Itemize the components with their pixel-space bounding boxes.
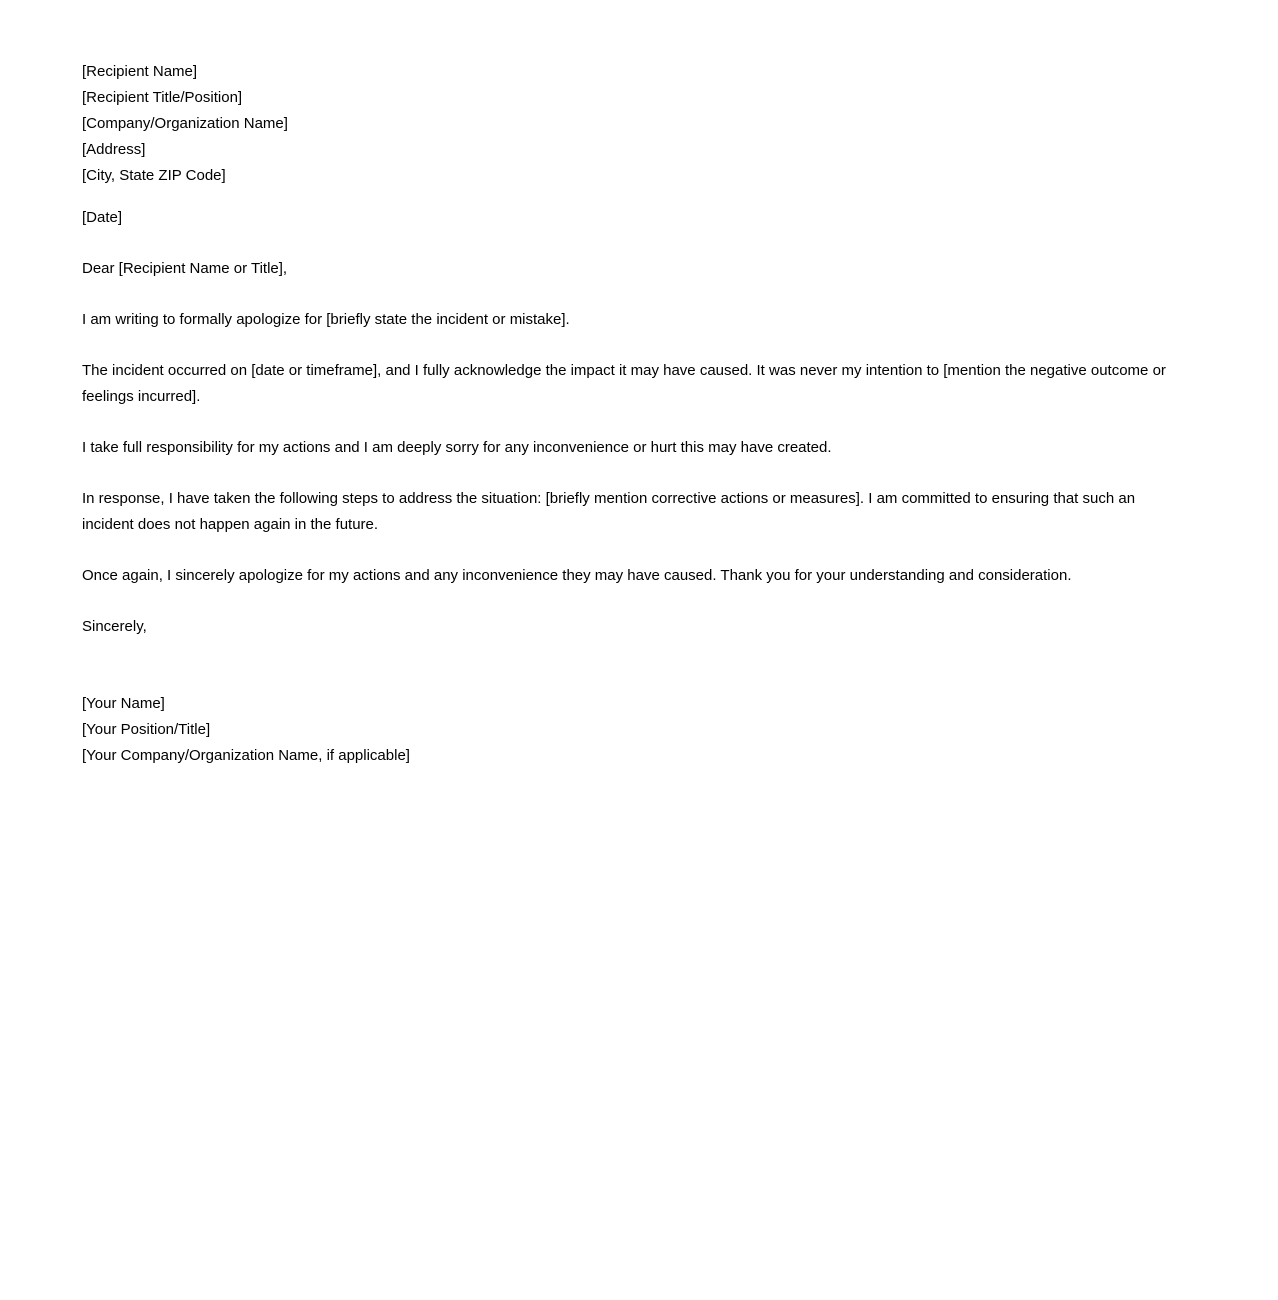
- body-paragraph-4: In response, I have taken the following steps to address the situation: [briefly mention corrective actions or measures]. I am committed to ensuring that such an incident does not happen again in the future.: [82, 490, 1136, 533]
- letter-date: [Date]: [82, 209, 123, 226]
- recipient-address-block: [82, 59, 1185, 189]
- body-paragraph-2: The incident occurred on [date or timeframe], and I fully acknowledge the impact it may have caused. It was never my intention to [mention the negative outcome or feelings incurred].: [82, 362, 1166, 405]
- body-paragraph-5: Once again, I sincerely apologize for my actions and any inconvenience they may have caused. Thank you for your understanding and consideration.: [82, 567, 1072, 584]
- salutation: Dear [Recipient Name or Title],: [82, 260, 288, 277]
- recipient-city-state-zip: [City, State ZIP Code]: [82, 167, 226, 184]
- recipient-name: [Recipient Name]: [82, 63, 198, 80]
- signature-block: [82, 691, 1185, 769]
- recipient-address: [Address]: [82, 141, 146, 158]
- closing-salutation: Sincerely,: [82, 618, 147, 635]
- sender-company: [Your Company/Organization Name, if applicable]: [82, 747, 410, 764]
- recipient-company: [Company/Organization Name]: [82, 115, 288, 132]
- body-paragraph-1: I am writing to formally apologize for [briefly state the incident or mistake].: [82, 311, 570, 328]
- body-paragraph-3: I take full responsibility for my actions and I am deeply sorry for any inconvenience or hurt this may have created.: [82, 439, 832, 456]
- sender-name: [Your Name]: [82, 695, 165, 712]
- sender-position: [Your Position/Title]: [82, 721, 211, 738]
- recipient-title: [Recipient Title/Position]: [82, 89, 243, 106]
